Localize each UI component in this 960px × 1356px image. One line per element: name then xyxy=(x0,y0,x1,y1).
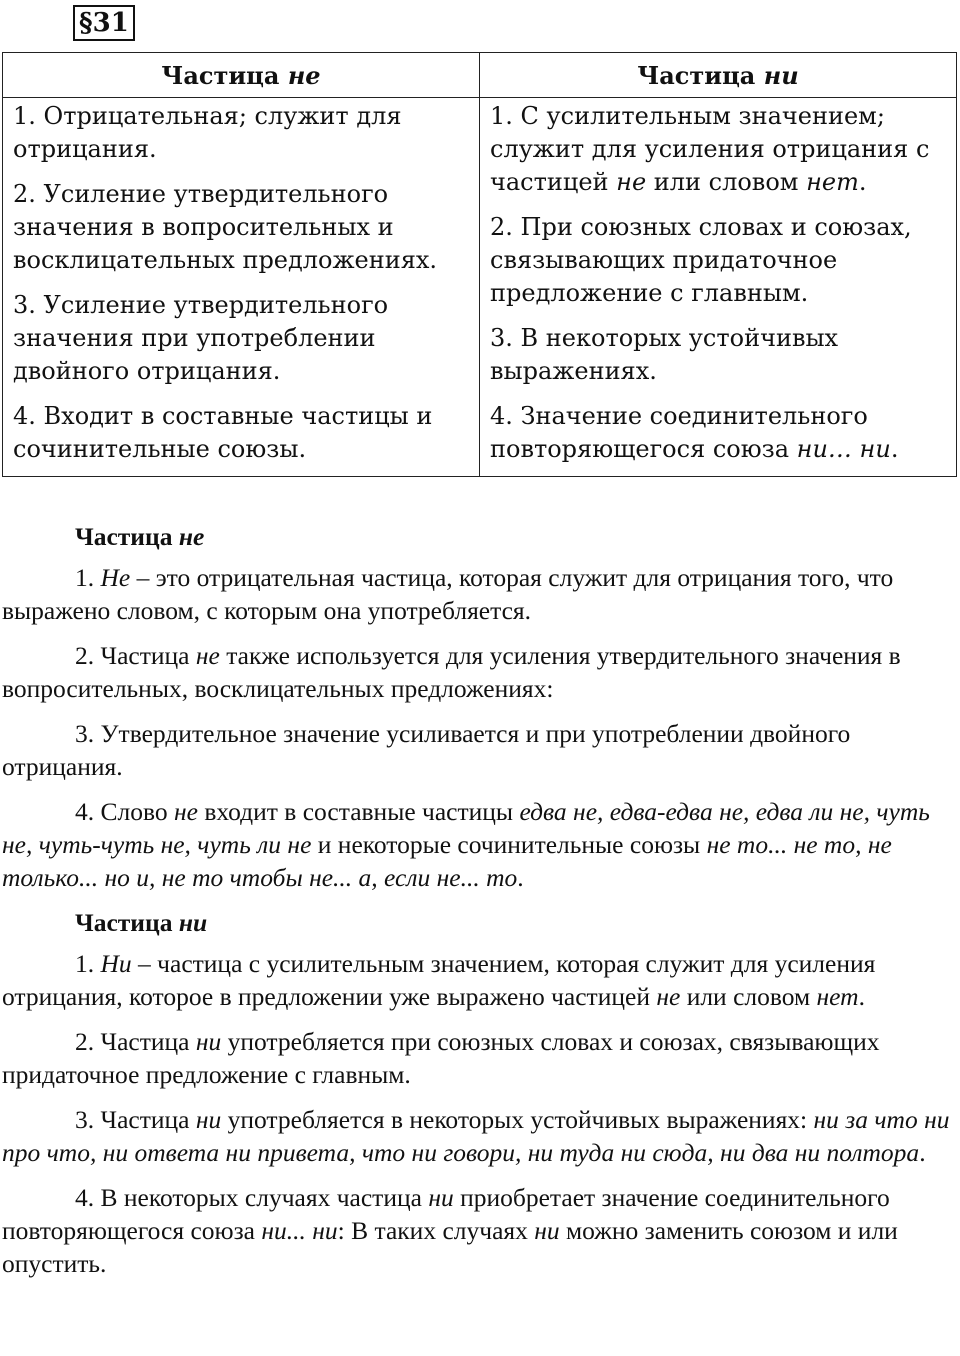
ne-paragraph-2: 2. Частица не также используется для усиления утвердительного значения в вопросительных, восклицательных предложениях: xyxy=(2,641,901,703)
ne-paragraph-1: 1. Не – это отрицательная частица, которая служит для отрицания того, что выражено словом, с которым она употребляется. xyxy=(2,563,894,625)
ne-item-2: 2. Усиление утвердительного значения в вопросительных и восклицательных предложениях. xyxy=(13,180,438,274)
table-row xyxy=(3,98,957,477)
table-header-row xyxy=(3,53,957,98)
ni-paragraph-3: 3. Частица ни употребляется в некоторых устойчивых выражениях: ни за что ни про что, ни ответа ни привета, что ни говори, ни туда ни сюда, ни два ни полтора. xyxy=(2,1105,950,1167)
header-ni: Частица ни xyxy=(480,53,957,98)
ni-item-1: 1. С усилительным значением; служит для усиления отрицания с частицей не или словом нет. xyxy=(490,102,930,196)
ne-paragraph-4: 4. Слово не входит в составные частицы едва не, едва-едва не, едва ли не, чуть не, чуть-чуть не, чуть ли не и некоторые сочинительные союзы не то... не то, не только... но и, не то чтобы не... а, если не... то. xyxy=(2,797,930,892)
ni-item-4: 4. Значение соединительного повторяющегося союза ни… ни. xyxy=(490,402,899,463)
header-ne: Частица не xyxy=(3,53,480,98)
ne-item-4: 4. Входит в составные частицы и сочинительные союзы. xyxy=(13,402,433,463)
ni-item-2: 2. При союзных словах и союзах, связывающих придаточное предложение с главным. xyxy=(490,213,912,307)
ne-item-3: 3. Усиление утвердительного значения при употреблении двойного отрицания. xyxy=(13,291,389,385)
comparison-table xyxy=(2,52,957,477)
ni-paragraph-2: 2. Частица ни употребляется при союзных словах и союзах, связывающих придаточное предложение с главным. xyxy=(2,1027,880,1089)
heading-ni: Частица ни xyxy=(75,908,208,937)
ne-item-1: 1. Отрицательная; служит для отрицания. xyxy=(13,102,402,163)
section-number: §31 xyxy=(73,5,135,41)
explanation-text xyxy=(2,518,952,1292)
ne-paragraph-3: 3. Утвердительное значение усиливается и при употреблении двойного отрицания. xyxy=(2,719,851,781)
ni-paragraph-1: 1. Ни – частица с усилительным значением, которая служит для усиления отрицания, которое в предложении уже выражено частицей не или словом нет. xyxy=(2,949,876,1011)
column-ne xyxy=(3,98,480,477)
heading-ne: Частица не xyxy=(75,522,205,551)
column-ni xyxy=(480,98,957,477)
ni-paragraph-4: 4. В некоторых случаях частица ни приобретает значение соединительного повторяющегося союза ни... ни: В таких случаях ни можно заменить союзом и или опустить. xyxy=(2,1183,898,1278)
ni-item-3: 3. В некоторых устойчивых выражениях. xyxy=(490,324,839,385)
